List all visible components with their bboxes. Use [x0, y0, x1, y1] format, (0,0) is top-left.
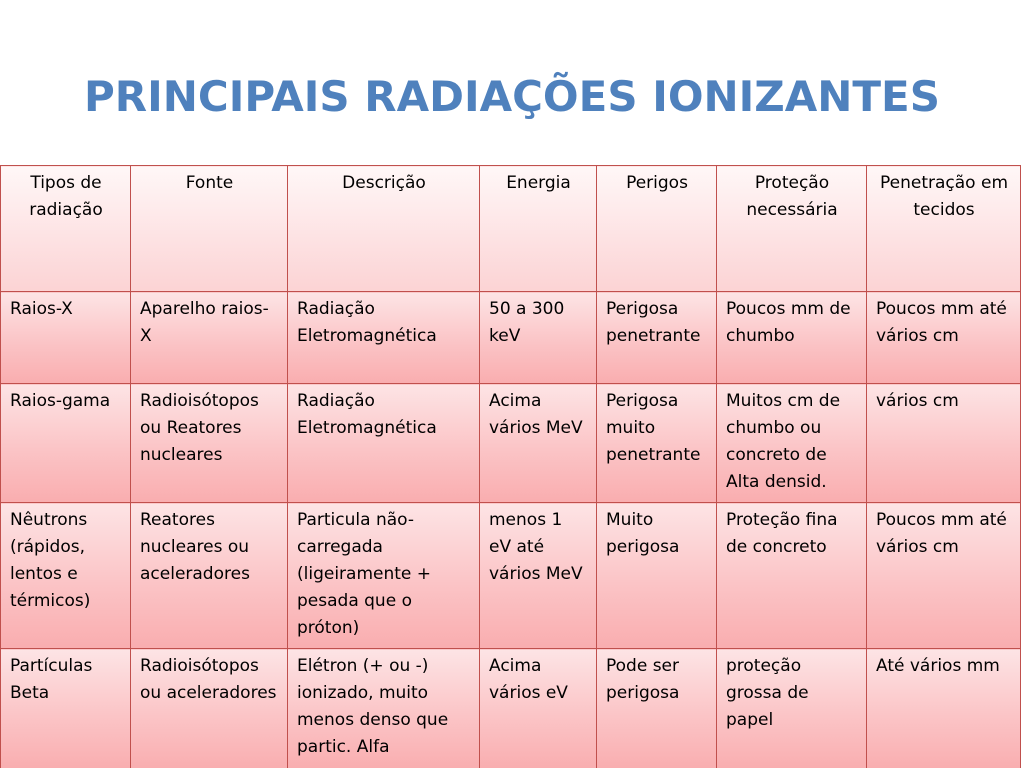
slide-title: PRINCIPAIS RADIAÇÕES IONIZANTES — [83, 72, 941, 121]
header-penetracao-em-tecidos: Penetração em tecidos — [867, 166, 1021, 292]
table-cell: Particula não-carregada (ligeiramente + pesada que o próton) — [288, 503, 480, 649]
table-cell: Radiação Eletromagnética — [288, 292, 480, 384]
table-cell: Raios-X — [1, 292, 131, 384]
radiation-table — [0, 165, 1021, 768]
table-cell: Muitos cm de chumbo ou concreto de Alta densid. — [717, 384, 867, 503]
table-cell: Aparelho raios-X — [131, 292, 288, 384]
table-row-raios-gama — [1, 384, 1021, 503]
table-cell: Radioisótopos ou Reatores nucleares — [131, 384, 288, 503]
table-row-raios-x — [1, 292, 1021, 384]
header-protecao-necessaria: Proteção necessária — [717, 166, 867, 292]
table-cell: proteção grossa de papel — [717, 649, 867, 768]
table-cell: Acima vários eV — [480, 649, 597, 768]
table-cell: Muito perigosa — [597, 503, 717, 649]
table-cell: Poucos mm até vários cm — [867, 503, 1021, 649]
table-cell: Perigosa muito penetrante — [597, 384, 717, 503]
table-cell: Partículas Beta — [1, 649, 131, 768]
table-cell: Nêutrons (rápidos, lentos e térmicos) — [1, 503, 131, 649]
header-energia: Energia — [480, 166, 597, 292]
table-cell: Acima vários MeV — [480, 384, 597, 503]
header-fonte: Fonte — [131, 166, 288, 292]
table-header-row — [1, 166, 1021, 292]
table-cell: vários cm — [867, 384, 1021, 503]
table-row-particulas-beta — [1, 649, 1021, 768]
header-descricao: Descrição — [288, 166, 480, 292]
table-cell: Poucos mm até vários cm — [867, 292, 1021, 384]
table-cell: Radioisótopos ou aceleradores — [131, 649, 288, 768]
table-cell: Proteção fina de concreto — [717, 503, 867, 649]
table-cell: Poucos mm de chumbo — [717, 292, 867, 384]
table-cell: Reatores nucleares ou aceleradores — [131, 503, 288, 649]
table-cell: 50 a 300 keV — [480, 292, 597, 384]
table-cell: Perigosa penetrante — [597, 292, 717, 384]
header-perigos: Perigos — [597, 166, 717, 292]
table-cell: Radiação Eletromagnética — [288, 384, 480, 503]
table-cell: menos 1 eV até vários MeV — [480, 503, 597, 649]
table-row-neutrons — [1, 503, 1021, 649]
table-cell: Pode ser perigosa — [597, 649, 717, 768]
table-cell: Elétron (+ ou -) ionizado, muito menos denso que partic. Alfa — [288, 649, 480, 768]
table-cell: Até vários mm — [867, 649, 1021, 768]
table-cell: Raios-gama — [1, 384, 131, 503]
header-tipos-de-radiacao: Tipos de radiação — [1, 166, 131, 292]
